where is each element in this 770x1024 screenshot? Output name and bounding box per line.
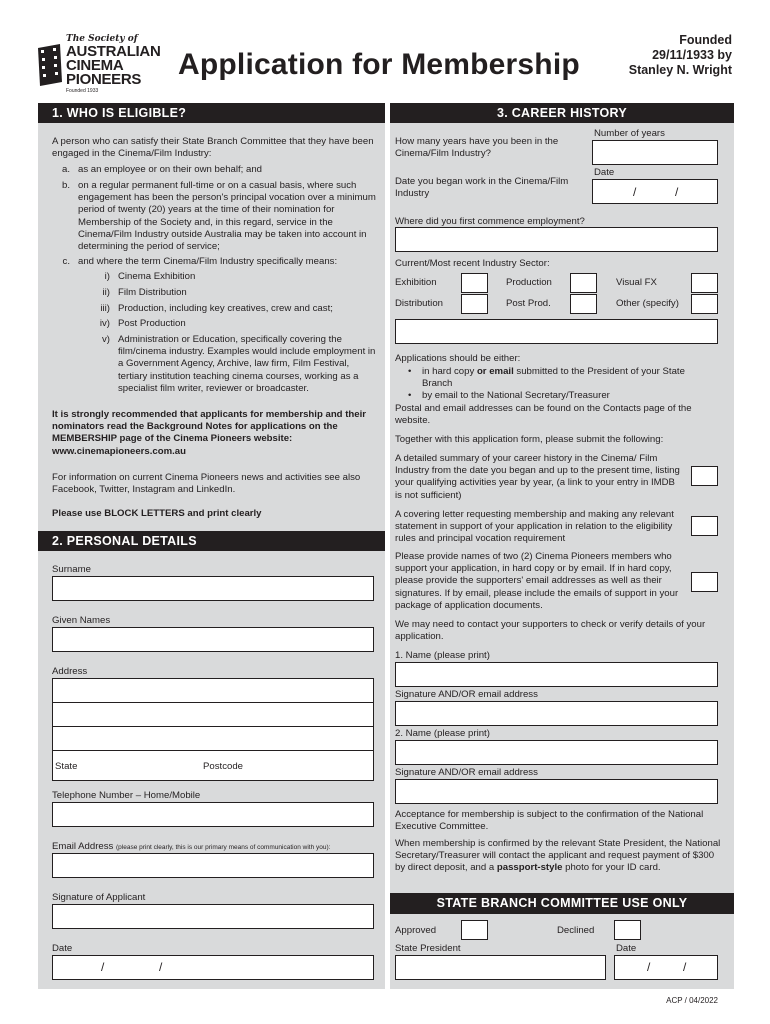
sector-visual-fx-checkbox[interactable]	[691, 273, 718, 293]
supporters-checkbox[interactable]	[691, 572, 718, 592]
sector-other-checkbox[interactable]	[691, 294, 718, 314]
supporter-1-name-label: 1. Name (please print)	[395, 650, 490, 661]
supporter-2-name-label: 2. Name (please print)	[395, 728, 490, 739]
career-heading: 3. CAREER HISTORY	[390, 103, 734, 123]
confirmation-note	[395, 838, 721, 875]
film-reel-icon	[34, 42, 64, 88]
supporter-2-name-input[interactable]	[395, 740, 718, 765]
eligible-b-mark: b.	[61, 180, 70, 191]
eligible-heading: 1. WHO IS ELIGIBLE?	[38, 103, 385, 123]
personal-heading: 2. PERSONAL DETAILS	[38, 531, 385, 551]
sector-production-label: Production	[506, 277, 552, 288]
eligible-intro: A person who can satisfy their State Branch Committee that they have been engaged in the Cinema/Film Industry:	[52, 136, 374, 160]
eligible-c-mark: c.	[62, 256, 70, 267]
applicant-date-label: Date	[52, 943, 73, 954]
first-employment-input[interactable]	[395, 227, 718, 252]
society-logo	[34, 34, 161, 96]
declined-checkbox[interactable]	[614, 920, 641, 940]
surname-input[interactable]	[52, 576, 374, 601]
committee-date-input[interactable]	[614, 955, 718, 980]
postal-note: Postal and email addresses can be found on the Contacts page of the website.	[395, 403, 692, 427]
sector-distribution-label: Distribution	[395, 298, 443, 309]
covering-letter-checkbox[interactable]	[691, 516, 718, 536]
career-summary-checkbox[interactable]	[691, 466, 718, 486]
sector-other-label: Other (specify)	[616, 298, 679, 309]
founded-line-3: Stanley N. Wright	[628, 63, 732, 77]
eligible-c-text: and where the term Cinema/Film Industry specifically means:	[78, 256, 338, 267]
page-header	[0, 0, 770, 98]
committee-heading: STATE BRANCH COMMITTEE USE ONLY	[390, 893, 734, 914]
address-line-3-input[interactable]	[52, 726, 374, 751]
bullet-1-text	[422, 366, 712, 390]
address-label: Address	[52, 666, 88, 677]
eligible-iv-text: Post Production	[118, 318, 186, 329]
date-slash-2: /	[159, 960, 163, 974]
applicant-signature-label: Signature of Applicant	[52, 892, 146, 903]
page-title: Application for Membership	[178, 48, 580, 81]
began-slash-1: /	[633, 185, 637, 199]
eligible-recommend: It is strongly recommended that applicants for membership and their nominators read the Background Notes for applications on the MEMBERSHIP page of the Cinema Pioneers website: www.cinemapioneers.com.au	[52, 409, 366, 457]
sector-post-prod-label: Post Prod.	[506, 298, 551, 309]
block-letters-note: Please use BLOCK LETTERS and print clearly	[52, 508, 262, 519]
confirmation-c: photo for your ID card.	[565, 862, 661, 874]
committee-slash-2: /	[683, 960, 687, 974]
address-line-1-input[interactable]	[52, 678, 374, 703]
founded-line-2: 29/11/1933 by	[652, 48, 732, 62]
covering-letter-text: A covering letter requesting membership and making any relevant statement in support of your application in relation to the eligibility rules and principal vocation requirement	[395, 509, 674, 545]
sector-production-checkbox[interactable]	[570, 273, 597, 293]
email-input[interactable]	[52, 853, 374, 878]
applicant-signature-input[interactable]	[52, 904, 374, 929]
eligible-iii-mark: iii)	[100, 303, 110, 314]
began-date-label: Date	[594, 167, 615, 178]
eligible-b-text: on a regular permanent full-time or on a casual basis, where such engagement has been the person's principal vocation over a minimum period of twenty (20) years at the time of their nomination for Membership of the Society and, in this regard, service in the Cinema/Film Industry outside Australia may be taken into account in determining the period of service;	[78, 180, 376, 253]
logo-word-australian: AUSTRALIAN	[66, 43, 161, 60]
supporter-1-name-input[interactable]	[395, 662, 718, 687]
sector-post-prod-checkbox[interactable]	[570, 294, 597, 314]
approved-checkbox[interactable]	[461, 920, 488, 940]
logo-tagline: The Society of	[66, 34, 138, 44]
began-date-input[interactable]	[592, 179, 718, 204]
eligible-ii-text: Film Distribution	[118, 287, 187, 298]
telephone-input[interactable]	[52, 802, 374, 827]
founded-note	[629, 33, 732, 78]
first-employment-question: Where did you first commence employment?	[395, 216, 585, 227]
given-names-input[interactable]	[52, 627, 374, 652]
state-president-label: State President	[395, 943, 461, 954]
email-label-text: Email Address	[52, 841, 114, 852]
sector-visual-fx-label: Visual FX	[616, 277, 657, 288]
date-slash-1: /	[101, 960, 105, 974]
career-summary-text: A detailed summary of your career history in the Cinema/ Film Industry from the date you began and up to the present time, listing your qualifying activities year by year, (a link to your entry in IMDB is not sufficient)	[395, 453, 680, 501]
contact-supporters-note: We may need to contact your supporters to check or verify details of your application.	[395, 619, 706, 643]
logo-founded: Founded 1933	[66, 88, 99, 94]
bullet-1: •	[408, 366, 412, 377]
logo-word-cinema: CINEMA	[66, 57, 124, 74]
state-president-input[interactable]	[395, 955, 606, 980]
applications-either: Applications should be either:	[395, 353, 521, 364]
confirmation-a: When membership is confirmed by the relevant State President, the National Secretary/Treasurer will contact the applicant and request payment of $300 by direct deposit, and a	[395, 838, 721, 874]
began-slash-2: /	[675, 185, 679, 199]
sector-distribution-checkbox[interactable]	[461, 294, 488, 314]
eligible-a-mark: a.	[61, 164, 70, 175]
years-question: How many years have you been in the Cinema/Film Industry?	[395, 136, 559, 160]
email-label-note: (please print clearly, this is our primary means of communication with you):	[116, 844, 331, 851]
applicant-date-input[interactable]	[52, 955, 374, 980]
years-input[interactable]	[592, 140, 718, 165]
bullet-1-a: in hard copy	[422, 366, 475, 377]
eligible-a-text: as an employee or on their own behalf; and	[78, 164, 263, 175]
acceptance-note: Acceptance for membership is subject to the confirmation of the National Executive Committee.	[395, 809, 704, 833]
eligible-i-mark: i)	[104, 271, 110, 282]
state-label: State	[55, 761, 78, 772]
supporters-text: Please provide names of two (2) Cinema Pioneers members who support your application, in hard copy or by email. If in hard copy, please provide the supporters' email addresses as well as their signatures. If by email, please include the emails of support in your package of application documents.	[395, 551, 679, 611]
eligible-iv-mark: iv)	[99, 318, 110, 329]
together-note: Together with this application form, please submit the following:	[395, 434, 664, 445]
eligible-ii-mark: ii)	[102, 287, 110, 298]
given-names-label: Given Names	[52, 615, 111, 626]
surname-label: Surname	[52, 564, 91, 575]
supporter-2-signature-input[interactable]	[395, 779, 718, 804]
logo-word-pioneers: PIONEERS	[66, 71, 142, 88]
state-postcode-input[interactable]	[52, 750, 374, 781]
declined-label: Declined	[557, 925, 595, 936]
founded-line-1: Founded	[679, 33, 732, 47]
bullet-2: •	[408, 390, 412, 401]
supporter-1-signature-label: Signature AND/OR email address	[395, 689, 538, 700]
telephone-label: Telephone Number – Home/Mobile	[52, 790, 201, 801]
bullet-1-b: or email	[476, 366, 514, 377]
form-code: ACP / 04/2022	[666, 996, 718, 1005]
eligible-info: For information on current Cinema Pioneers news and activities see also Facebook, Twitter, Instagram and LinkedIn.	[52, 472, 361, 496]
committee-slash-1: /	[647, 960, 651, 974]
eligible-v-text: Administration or Education, specifically covering the film/cinema industry. Examples would include employment in a Government Agency, Archive, law firm, Film Festival, tertiary institution teaching cinema courses, working as a specialist film writer, reviewer or broadcaster.	[118, 334, 376, 394]
supporter-1-signature-input[interactable]	[395, 701, 718, 726]
sector-exhibition-label: Exhibition	[395, 277, 437, 288]
bullet-2-text: by email to the National Secretary/Treasurer	[422, 390, 610, 401]
postcode-label: Postcode	[203, 761, 244, 772]
began-question: Date you began work in the Cinema/Film Industry	[395, 176, 569, 200]
approved-label: Approved	[395, 925, 437, 936]
sector-exhibition-checkbox[interactable]	[461, 273, 488, 293]
sector-label: Current/Most recent Industry Sector:	[395, 258, 550, 269]
eligible-iii-text: Production, including key creatives, crew and cast;	[118, 303, 333, 314]
confirmation-b: passport-style	[496, 862, 563, 874]
address-line-2-input[interactable]	[52, 702, 374, 727]
eligible-v-mark: v)	[102, 334, 110, 345]
bullet-1-c: submitted to the President of your State Branch	[422, 366, 685, 390]
committee-date-label: Date	[616, 943, 637, 954]
years-label: Number of years	[594, 128, 665, 139]
supporter-2-signature-label: Signature AND/OR email address	[395, 767, 538, 778]
sector-other-specify-input[interactable]	[395, 319, 718, 344]
eligible-i-text: Cinema Exhibition	[118, 271, 196, 282]
